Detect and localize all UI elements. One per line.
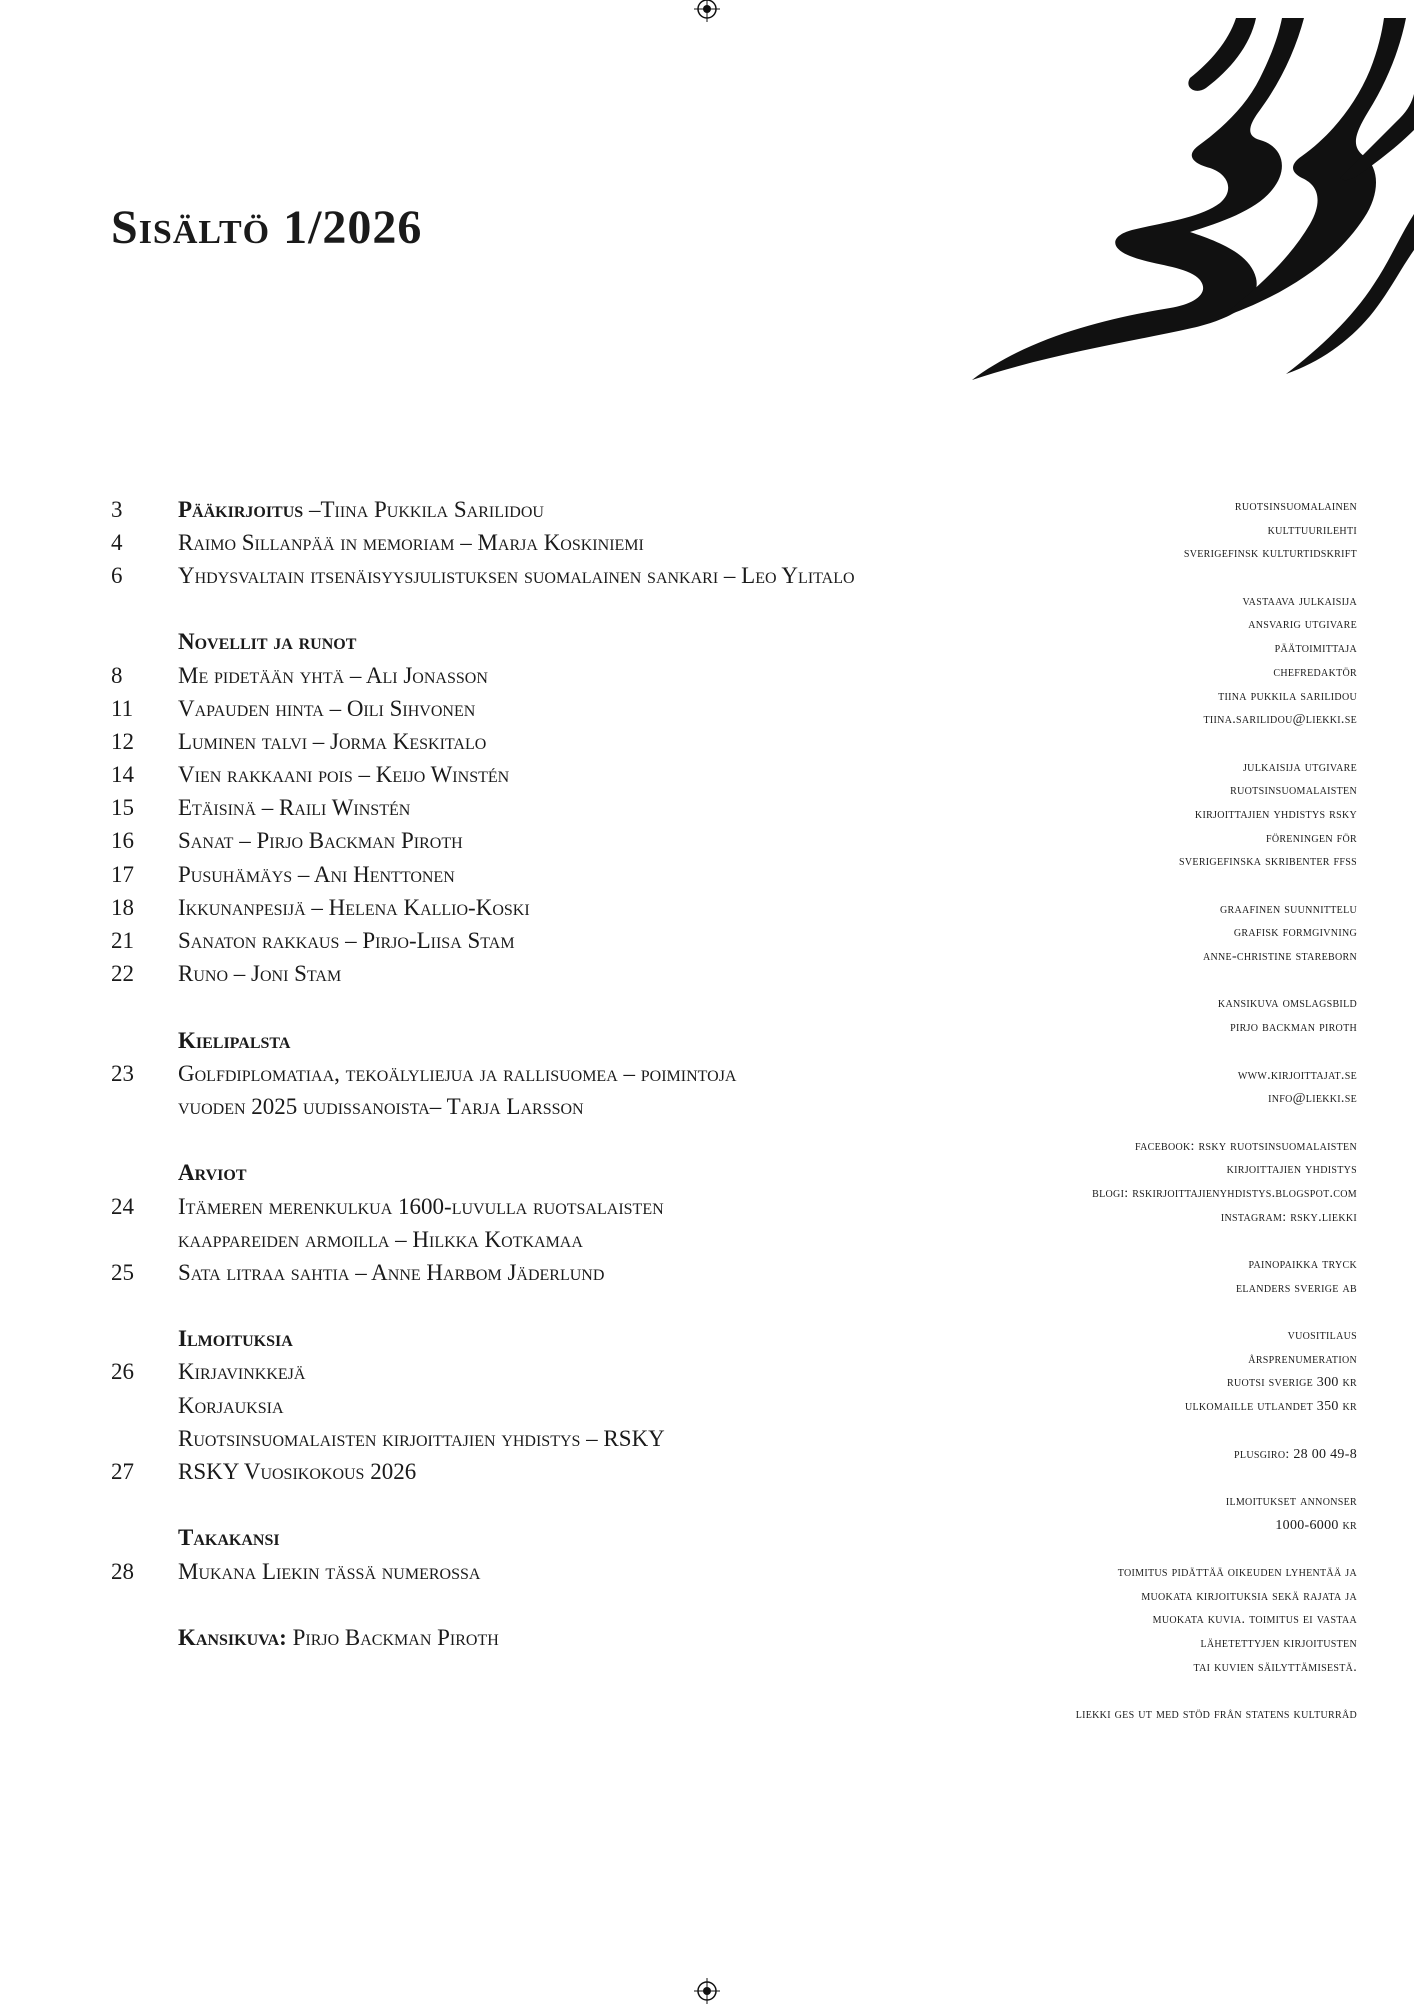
colophon-line: ruotsinsuomalaisten [1230,783,1357,799]
toc-entry-text [178,828,463,854]
toc-entry-text [178,762,509,788]
toc-title: Sanaton rakkaus – Pirjo-Liisa Stam [178,928,515,954]
colophon-spacer [937,969,1357,993]
colophon-line: sverigefinsk kulturtidskrift [1183,546,1357,562]
colophon-spacer [937,1300,1357,1324]
colophon-line: anne-christine stareborn [1202,949,1357,965]
colophon-line: kirjoittajien yhdistys [1226,1162,1357,1178]
toc-title: Luminen talvi – Jorma Keskitalo [178,728,487,754]
toc-title: Pirjo Backman Piroth [286,1624,499,1650]
toc-lead-label: Kansikuva: [178,1624,287,1650]
toc-title: Ikkunanpesijä – Helena Kallio-Koski [178,894,530,920]
toc-title: Pusuhämäys – Ani Henttonen [178,861,455,887]
toc-entry-text [178,895,530,921]
colophon-line: ansvarig utgivare [1248,617,1357,633]
toc-title: –Tiina Pukkila Sarilidou [303,496,544,522]
colophon-line: ilmoitukset annonser [1225,1493,1357,1509]
toc-page-number: 27 [111,1459,134,1485]
colophon-line: painopaikka tryck [1248,1257,1357,1272]
toc-title: Me pidetään yhtä – Ali Jonasson [178,662,488,688]
toc-title: Yhdysvaltain itsenäisyysjulistuksen suomalainen sankari – Leo Ylitalo [178,562,855,588]
toc-spacer [111,1588,1011,1621]
colophon-line: muokata kuvia. toimitus ei vastaa [1152,1612,1357,1628]
colophon-line: plusgiro: 28 00 49-8 [1234,1446,1357,1462]
toc-entry-text [178,1625,499,1651]
toc-entry [111,559,1011,592]
toc-section-heading [111,626,1011,659]
toc-entry [111,858,1011,891]
colophon-line: graafinen suunnittelu [1219,901,1357,917]
toc-entry [111,1621,1011,1654]
toc-entry-text [178,663,488,689]
colophon-line: kulttuurilehti [1267,522,1357,538]
toc-title: vuoden 2025 uudissanoista– Tarja Larsson [178,1093,584,1119]
toc-title: RSKY Vuosikokous 2026 [178,1459,417,1485]
toc-title: Vien rakkaani pois – Keijo Winstén [178,762,510,788]
colophon-spacer [937,1040,1357,1064]
colophon-line: grafisk formgivning [1233,925,1357,941]
colophon-line: sverigefinska skribenter ffss [1179,854,1357,870]
toc-lead-label: Pääkirjoitus [178,496,304,522]
toc-section-heading [111,1157,1011,1190]
toc-entry [111,924,1011,957]
toc-page-number: 3 [111,496,123,522]
toc-page-number: 14 [111,762,134,788]
registration-mark-bottom-icon [694,1978,720,2004]
toc-heading-label: Ilmoituksia [178,1326,293,1352]
toc-title: Vapauden hinta – Oili Sihvonen [178,695,476,721]
toc-entry [111,1555,1011,1588]
toc-entry-text [178,928,515,954]
toc-entry-text [178,961,341,987]
toc-entry [111,1223,1011,1256]
colophon-spacer [937,874,1357,898]
colophon-line: liekki ges ut med stöd från statens kulturråd [1075,1707,1357,1723]
colophon-line: ulkomaille utlandet 350 kr [1184,1399,1357,1415]
page-title: Sisältö 1/2026 [111,201,423,254]
toc-entry-text [178,1393,284,1419]
colophon-line: vuositilaus [1287,1328,1357,1344]
toc-page-number: 21 [111,928,134,954]
colophon-line: tai kuvien säilyttämisestä. [1193,1659,1357,1675]
colophon-line: instagram: rsky.liekki [1220,1209,1357,1225]
toc-heading-label: Kielipalsta [178,1027,291,1053]
toc-title: kaappareiden armoilla – Hilkka Kotkamaa [178,1226,583,1252]
toc-section-heading [111,1024,1011,1057]
colophon-line: vastaava julkaisija [1242,593,1357,609]
colophon-line: facebook: rsky ruotsinsuomalaisten [1134,1138,1357,1154]
toc-entry-text [178,497,544,523]
toc-title: Etäisinä – Raili Winstén [178,795,411,821]
colophon-line: föreningen för [1265,830,1357,846]
toc-page-number: 12 [111,728,134,754]
colophon [937,495,1357,1727]
toc-entry-text [178,862,455,888]
toc-page-number: 11 [111,695,134,721]
toc-entry-text [178,696,475,722]
registration-mark-top-icon [694,0,720,22]
colophon-spacer [937,1466,1357,1490]
toc-entry-text [178,530,644,556]
toc-spacer [111,593,1011,626]
toc-entry-text [178,1194,664,1220]
toc-entry-text [178,729,486,755]
toc-entry [111,891,1011,924]
colophon-line: ruotsinsuomalainen [1234,499,1357,514]
toc-page-number: 28 [111,1558,134,1584]
toc-spacer [111,1489,1011,1522]
toc-title: Raimo Sillanpää in memoriam – Marja Koskiniemi [178,529,644,555]
colophon-line: pirjo backman piroth [1230,1020,1357,1036]
toc-entry [111,692,1011,725]
toc-page-number: 24 [111,1193,134,1219]
toc-entry [111,725,1011,758]
toc-title: Kirjavinkkejä [178,1359,306,1385]
toc-entry-text [178,563,855,589]
toc-title: Itämeren merenkulkua 1600-luvulla ruotsalaisten [178,1193,664,1219]
colophon-spacer [937,1537,1357,1561]
toc-page-number: 23 [111,1060,134,1086]
toc-spacer [111,1124,1011,1157]
colophon-line: tiina.sarilidou@liekki.se [1203,712,1357,728]
toc-page-number: 18 [111,894,134,920]
toc-entry [111,1090,1011,1123]
colophon-line: 1000-6000 kr [1275,1517,1357,1533]
toc-heading-label: Arviot [178,1160,247,1186]
toc-title: Korjauksia [178,1392,284,1418]
toc-entry [111,825,1011,858]
toc-page-number: 16 [111,828,134,854]
toc-entry [111,1389,1011,1422]
toc-title: Sata litraa sahtia – Anne Harbom Jäderlund [178,1259,605,1285]
toc-heading-label: Novellit ja runot [178,629,357,655]
toc-page-number: 15 [111,795,134,821]
colophon-line: info@liekki.se [1268,1091,1357,1107]
toc-entry-text [178,1094,584,1120]
toc-page-number: 25 [111,1259,134,1285]
colophon-line: www.kirjoittajat.se [1237,1067,1357,1083]
toc-section-heading [111,1522,1011,1555]
toc-entry [111,659,1011,692]
colophon-spacer [937,1229,1357,1253]
toc-entry-text [178,1061,736,1087]
toc-page-number: 26 [111,1359,134,1385]
colophon-line: toimitus pidättää oikeuden lyhentää ja [1117,1564,1357,1580]
toc-title: Sanat – Pirjo Backman Piroth [178,828,463,854]
toc-title: Mukana Liekin tässä numerossa [178,1558,481,1584]
colophon-line: tiina pukkila sarilidou [1218,688,1357,704]
toc-page-number: 17 [111,861,134,887]
toc-entry-text [178,1559,480,1585]
colophon-spacer [937,732,1357,756]
toc-title: Golfdiplomatiaa, tekoälyliejua ja rallisuomea – poimintoja [178,1060,737,1086]
toc-entry-text [178,1459,416,1485]
toc-entry [111,1057,1011,1090]
toc-title: Runo – Joni Stam [178,961,342,987]
toc-entry [111,958,1011,991]
colophon-line: elanders sverige ab [1235,1280,1357,1296]
toc-spacer [111,991,1011,1024]
colophon-line: päätoimittaja [1274,641,1357,657]
toc-entry [111,759,1011,792]
colophon-line: julkaisija utgivare [1242,759,1357,775]
colophon-line: ruotsi sverige 300 kr [1226,1375,1357,1391]
colophon-line: kansikuva omslagsbild [1217,996,1357,1012]
toc-entry-text [178,1260,604,1286]
colophon-spacer [937,1679,1357,1703]
colophon-line: lähetettyjen kirjoitusten [1200,1636,1357,1651]
toc-entry [111,1190,1011,1223]
toc-spacer [111,1290,1011,1323]
toc-page-number: 8 [111,662,123,688]
toc-title: Ruotsinsuomalaisten kirjoittajien yhdistys – RSKY [178,1425,665,1451]
toc-page-number: 22 [111,961,134,987]
toc-entry [111,493,1011,526]
toc-page-number: 4 [111,529,123,555]
toc-entry-text [178,795,410,821]
toc-entry [111,1455,1011,1488]
toc-entry-text [178,1426,665,1452]
toc-section-heading [111,1323,1011,1356]
colophon-line: muokata kirjoituksia sekä rajata ja [1141,1588,1357,1604]
colophon-spacer [937,1111,1357,1135]
toc-entry [111,1356,1011,1389]
colophon-line: blogi: rskirjoittajienyhdistys.blogspot.com [1092,1185,1357,1201]
flame-logo-icon [960,18,1414,388]
toc-entry [111,1422,1011,1455]
toc-entry [111,526,1011,559]
colophon-line: chefredaktör [1273,664,1357,680]
colophon-spacer [937,1419,1357,1443]
colophon-spacer [937,566,1357,590]
toc-entry-text [178,1359,305,1385]
colophon-line: årsprenumeration [1248,1351,1357,1367]
toc-entry [111,792,1011,825]
toc-entry-text [178,1227,583,1253]
toc-heading-label: Takakansi [178,1525,280,1551]
toc-entry [111,1256,1011,1289]
table-of-contents [111,493,1011,1655]
colophon-line: kirjoittajien yhdistys rsky [1194,806,1357,822]
toc-page-number: 6 [111,562,123,588]
